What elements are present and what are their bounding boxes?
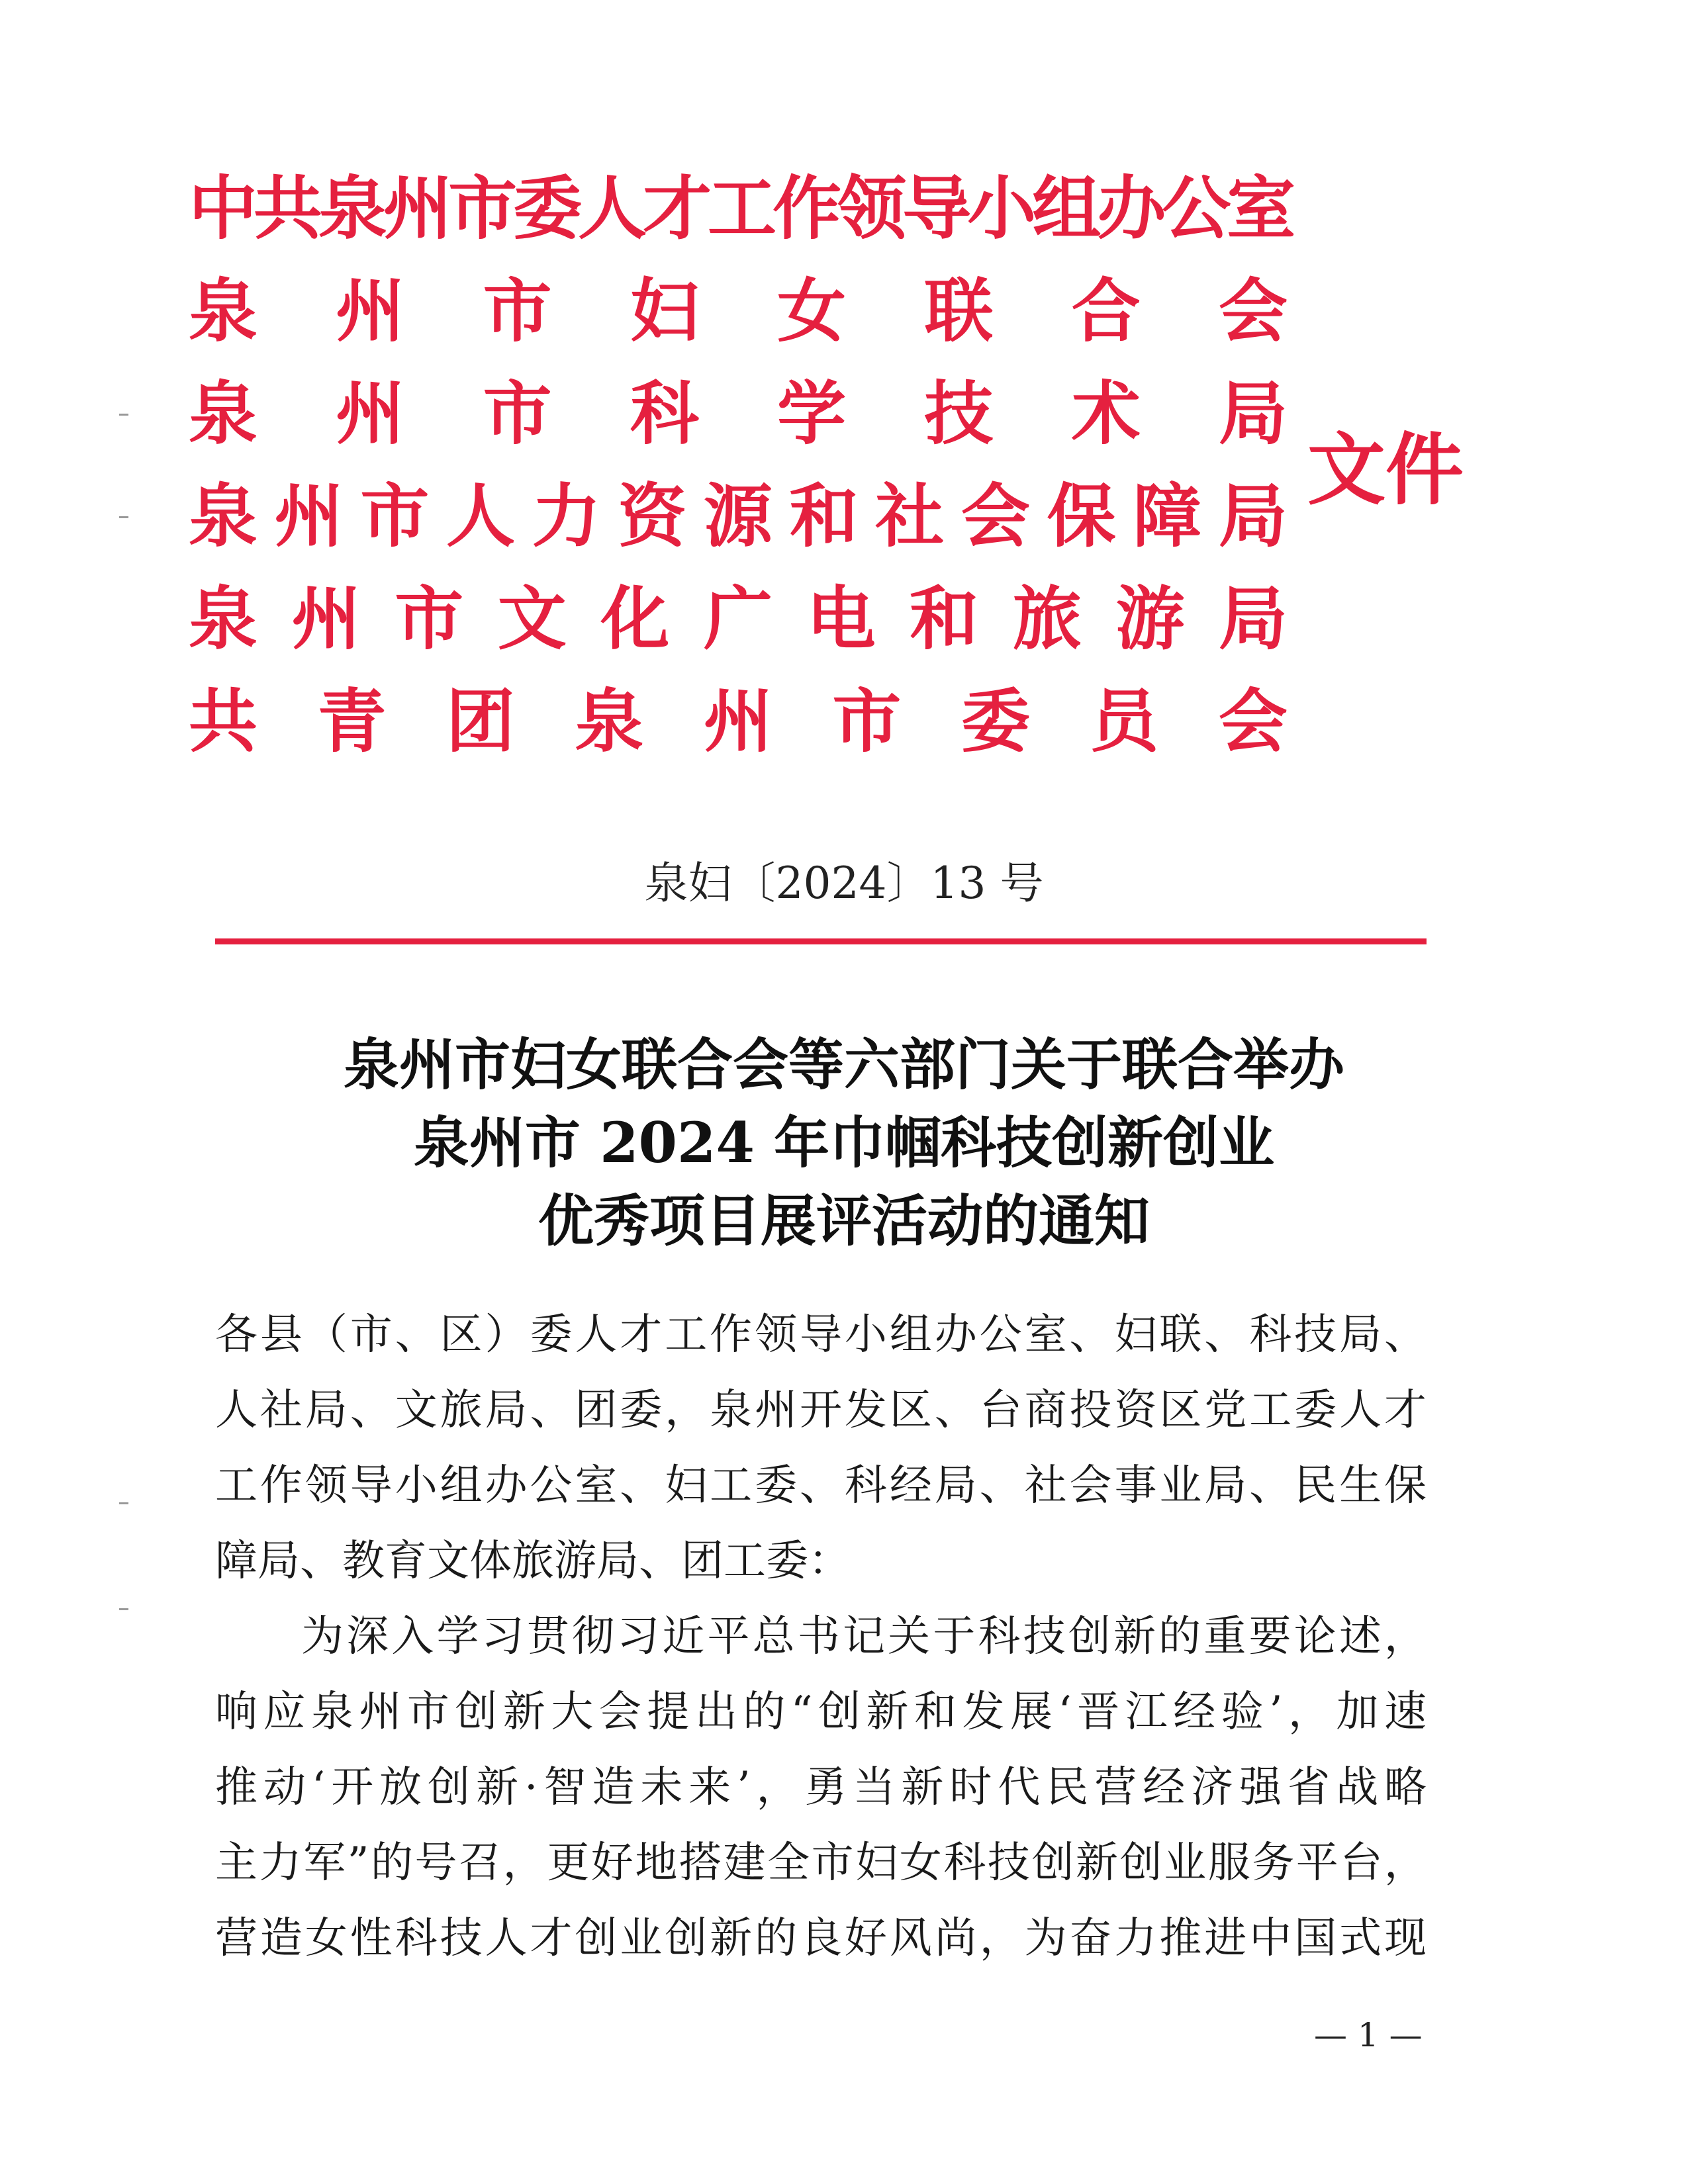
masthead-char: 中 [189,168,254,249]
paragraph-line-2: 响应泉州市创新大会提出的“创新和发展‘晋江经验’，加速 [215,1688,1427,1737]
masthead-char: 委 [513,168,579,249]
org-line-6 [189,675,1288,768]
masthead-char: 电 [806,578,876,659]
scan-margin-mark [119,1502,128,1504]
masthead-char: 会 [1218,271,1288,351]
masthead-char: 员 [1090,681,1159,762]
paragraph-line-4: 主力军”的号召，更好地搭建全市妇女科技创新创业服务平台， [215,1839,1427,1888]
masthead-char: 团 [445,681,515,762]
masthead-char: 泉 [189,578,258,659]
masthead-char: 市 [395,578,464,659]
masthead-char: 力 [532,476,601,557]
masthead-char: 市 [483,271,552,351]
masthead-suffix: 文件 [1307,424,1464,516]
title-line-3: 优秀项目展评活动的通知 [538,1188,1150,1253]
title-line-2: 泉州市 2024 年巾帼科技创新创业 [413,1110,1275,1175]
masthead-char: 旅 [1012,578,1082,659]
masthead-char: 资 [618,476,687,557]
masthead-char: 领 [837,168,903,249]
masthead-char: 共 [189,681,258,762]
masthead-char: 联 [924,271,994,351]
addressee-line-1: 各县（市、区）委人才工作领导小组办公室、妇联、科技局、 [215,1310,1427,1359]
document-number: 泉妇〔2024〕13 号 [644,858,1044,909]
masthead-char: 市 [360,476,430,557]
masthead-char: 和 [910,578,979,659]
masthead-char: 局 [1218,373,1288,454]
masthead-char: 术 [1071,373,1141,454]
document-title [0,1026,1688,1260]
masthead-char: 妇 [630,271,699,351]
masthead-char: 州 [291,578,361,659]
masthead-char: 障 [1133,476,1202,557]
scan-margin-mark [119,414,128,416]
masthead-char: 办 [1097,168,1162,249]
masthead-char: 泉 [189,373,258,454]
masthead-char: 共 [254,168,319,249]
masthead-char: 市 [483,373,552,454]
masthead-char: 女 [777,271,847,351]
masthead-char: 源 [703,476,773,557]
masthead-char: 才 [643,168,708,249]
masthead-char: 室 [1227,168,1292,249]
org-line-2 [189,265,1288,357]
masthead-char: 导 [902,168,968,249]
masthead-char: 工 [708,168,773,249]
document-body [215,1297,1427,1976]
masthead-char: 州 [703,681,773,762]
masthead-char: 州 [383,168,449,249]
org-line-4 [189,470,1288,563]
masthead-char: 保 [1047,476,1116,557]
scan-margin-mark [119,516,128,518]
masthead-char: 会 [961,476,1030,557]
masthead-char: 州 [336,373,405,454]
org-line-3 [189,367,1288,460]
masthead-char: 泉 [318,168,384,249]
masthead-char: 合 [1071,271,1141,351]
masthead-char: 化 [600,578,670,659]
paragraph-line-5: 营造女性科技人才创业创新的良好风尚，为奋力推进中国式现 [215,1914,1427,1963]
masthead-char: 学 [777,373,847,454]
masthead-char: 市 [448,168,514,249]
org-line-5 [189,572,1288,665]
masthead-char: 泉 [189,476,258,557]
masthead-char: 泉 [575,681,644,762]
masthead-char: 市 [832,681,902,762]
masthead-char: 公 [1162,168,1227,249]
masthead-char: 和 [789,476,859,557]
masthead-char: 会 [1218,681,1288,762]
page-number: — 1 — [1314,2016,1423,2054]
addressee-line-3: 工作领导小组办公室、妇工委、科经局、社会事业局、民生保 [215,1461,1427,1510]
title-line-1: 泉州市妇女联合会等六部门关于联合举办 [343,1032,1344,1097]
masthead-char: 小 [967,168,1033,249]
masthead-char: 作 [773,168,838,249]
masthead-char: 州 [336,271,405,351]
red-masthead [189,162,1292,778]
masthead-char: 文 [497,578,567,659]
masthead-char: 科 [630,373,699,454]
masthead-char: 技 [924,373,994,454]
masthead-char: 委 [961,681,1030,762]
masthead-char: 州 [274,476,344,557]
masthead-char: 青 [317,681,387,762]
masthead-char: 人 [578,168,643,249]
masthead-char: 局 [1218,476,1288,557]
scan-margin-mark [119,1608,128,1610]
masthead-char: 组 [1032,168,1098,249]
addressee-line-4: 障局、教育文体旅游局、团工委： [215,1537,851,1586]
paragraph-line-3: 推动‘开放创新·智造未来’，勇当新时代民营经济强省战略 [215,1763,1427,1812]
masthead-char: 社 [875,476,945,557]
masthead-char: 人 [445,476,515,557]
masthead-char: 局 [1218,578,1288,659]
red-divider-line [215,938,1427,944]
masthead-char: 广 [703,578,773,659]
org-line-1 [189,162,1292,255]
masthead-char: 泉 [189,271,258,351]
paragraph-line-1: 为深入学习贯彻习近平总书记关于科技创新的重要论述， [301,1612,1427,1661]
addressee-line-2: 人社局、文旅局、团委，泉州开发区、台商投资区党工委人才 [215,1386,1427,1435]
masthead-char: 游 [1115,578,1185,659]
